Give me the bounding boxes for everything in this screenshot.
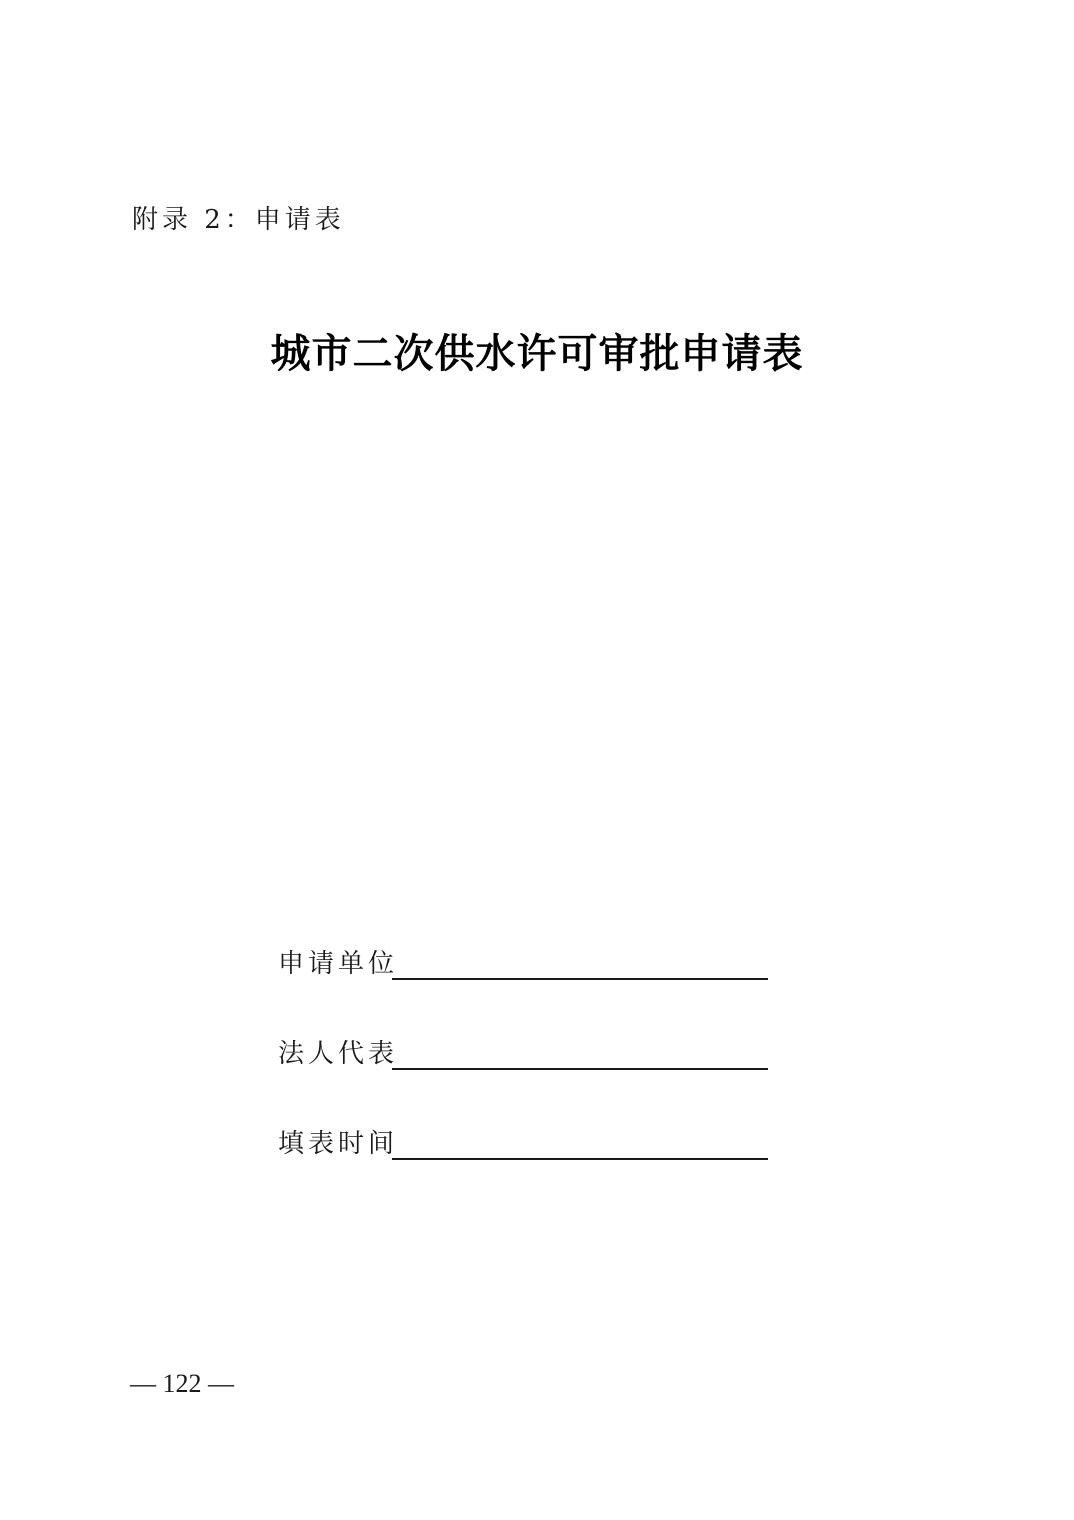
applicant-unit-row	[278, 938, 778, 984]
document-title: 城市二次供水许可审批申请表	[270, 330, 804, 377]
applicant-unit-label: 申请单位	[278, 949, 399, 979]
legal-representative-label: 法人代表	[278, 1039, 399, 1069]
legal-representative-row	[278, 1028, 778, 1074]
legal-representative-blank-line	[392, 1068, 768, 1070]
applicant-unit-blank-line	[392, 978, 768, 980]
page-number: — 122 —	[130, 1369, 234, 1398]
fill-date-label: 填表时间	[278, 1129, 399, 1159]
fill-date-blank-line	[392, 1158, 768, 1160]
signature-fields	[278, 938, 778, 1208]
fill-date-row	[278, 1118, 778, 1164]
appendix-label: 附录 2：申请表	[132, 205, 345, 235]
